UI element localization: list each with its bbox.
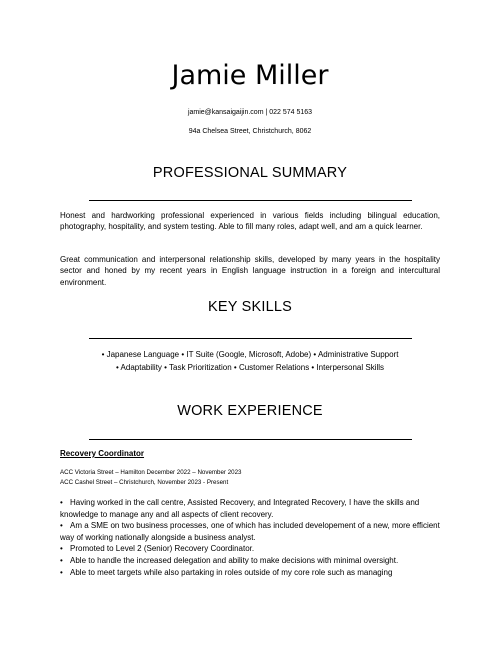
- skills-heading: KEY SKILLS: [208, 299, 292, 315]
- job-title: Recovery Coordinator: [60, 449, 145, 458]
- bullet-text: Able to meet targets while also partaking in roles outside of my core role such as managing: [70, 567, 393, 577]
- candidate-name: Jamie Miller: [171, 60, 329, 91]
- address-line: 94a Chelsea Street, Christchurch, 8062: [188, 128, 312, 135]
- job-location: ACC Cashel Street – Christchurch, November 2023 - Present: [60, 479, 229, 486]
- bullet-icon: •: [60, 555, 63, 565]
- job-bullet-list: [60, 497, 445, 578]
- skills-line: • Japanese Language • IT Suite (Google, Microsoft, Adobe) • Administrative Support: [101, 350, 399, 359]
- bullet-text: Promoted to Level 2 (Senior) Recovery Coordinator.: [70, 544, 255, 554]
- contact-line: jamie@kansaigaijin.com | 022 574 5163: [187, 109, 313, 116]
- list-item: [60, 567, 445, 579]
- summary-paragraph: Great communication and interpersonal relationship skills, developed by many years in the hospitality sector and honed by my recent years in English language instruction in a foreign and intercultural environment.: [60, 255, 440, 287]
- bullet-text: Able to handle the increased delegation and ability to make decisions with minimal oversight.: [70, 555, 399, 565]
- bullet-icon: •: [60, 521, 63, 531]
- bullet-icon: •: [60, 498, 63, 507]
- list-item: [60, 497, 445, 520]
- experience-heading: WORK EXPERIENCE: [177, 403, 323, 419]
- experience-divider: [89, 439, 412, 440]
- list-item: [60, 543, 445, 555]
- list-item: [60, 520, 445, 543]
- job-location: ACC Victoria Street – Hamilton December 2022 – November 2023: [60, 469, 242, 476]
- skills-line: • Adaptability • Task Prioritization • Customer Relations • Interpersonal Skills: [115, 363, 385, 372]
- bullet-icon: •: [60, 544, 63, 554]
- bullet-text: Am a SME on two business processes, one of which has included developement of a new, more efficient way of working nationally alongside a business analyst.: [60, 521, 440, 542]
- summary-divider: [89, 200, 412, 201]
- list-item: [60, 555, 445, 567]
- bullet-text: Having worked in the call centre, Assisted Recovery, and Integrated Recovery, I have the skills and knowledge to manage any and all aspects of client recovery.: [60, 498, 420, 519]
- skills-divider: [89, 338, 412, 339]
- summary-paragraph: Honest and hardworking professional experienced in various fields including bilingual education, photography, hospitality, and system testing. Able to fill many roles, adapt well, and am a quick learner.: [60, 211, 440, 232]
- bullet-icon: •: [60, 567, 63, 577]
- summary-heading: PROFESSIONAL SUMMARY: [152, 165, 348, 181]
